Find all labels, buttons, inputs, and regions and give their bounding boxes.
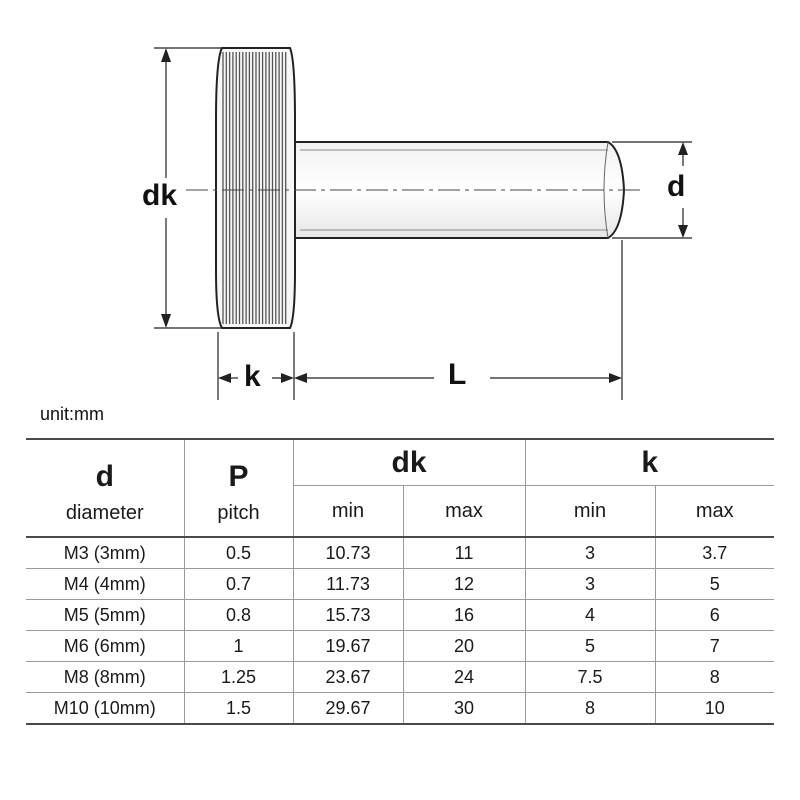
cell-pitch: 0.7 (184, 569, 293, 600)
cell-k-max: 6 (655, 600, 774, 631)
table-row (26, 569, 774, 600)
cell-dk-max: 20 (403, 631, 525, 662)
cell-k-max: 8 (655, 662, 774, 693)
cell-dk-max: 30 (403, 693, 525, 725)
cell-dk-min: 19.67 (293, 631, 403, 662)
cell-pitch: 0.5 (184, 537, 293, 569)
cell-dk-min: 10.73 (293, 537, 403, 569)
table-row (26, 662, 774, 693)
table-row (26, 693, 774, 725)
cell-dk-max: 16 (403, 600, 525, 631)
cell-k-max: 5 (655, 569, 774, 600)
cell-k-max: 10 (655, 693, 774, 725)
cell-dk-min: 29.67 (293, 693, 403, 725)
L-label: L (448, 358, 467, 391)
cell-d: M5 (5mm) (26, 600, 184, 631)
cell-k-min: 3 (525, 537, 655, 569)
header-dk-min: min (293, 486, 403, 538)
cell-dk-min: 23.67 (293, 662, 403, 693)
cell-d: M3 (3mm) (26, 537, 184, 569)
cell-d: M8 (8mm) (26, 662, 184, 693)
table-row (26, 631, 774, 662)
cell-dk-min: 11.73 (293, 569, 403, 600)
cell-k-min: 8 (525, 693, 655, 725)
d-label: d (667, 170, 686, 203)
cell-k-max: 3.7 (655, 537, 774, 569)
header-k-max: max (655, 486, 774, 538)
header-k-min: min (525, 486, 655, 538)
cell-k-min: 5 (525, 631, 655, 662)
cell-k-min: 7.5 (525, 662, 655, 693)
spec-table (26, 438, 774, 725)
cell-d: M6 (6mm) (26, 631, 184, 662)
cell-d: M4 (4mm) (26, 569, 184, 600)
cell-dk-max: 24 (403, 662, 525, 693)
header-d-desc: diameter (65, 501, 144, 524)
cell-dk-max: 11 (403, 537, 525, 569)
cell-pitch: 0.8 (184, 600, 293, 631)
header-p-symbol: P (228, 459, 249, 493)
cell-pitch: 1.5 (184, 693, 293, 725)
cell-pitch: 1 (184, 631, 293, 662)
cell-dk-max: 12 (403, 569, 525, 600)
table-row (26, 537, 774, 569)
header-pitch (184, 439, 293, 537)
unit-label: unit:mm (40, 404, 105, 424)
header-k: k (525, 439, 774, 486)
k-label: k (244, 360, 261, 393)
header-d-symbol: d (95, 459, 114, 493)
table-row (26, 600, 774, 631)
cell-dk-min: 15.73 (293, 600, 403, 631)
cell-pitch: 1.25 (184, 662, 293, 693)
dk-label: dk (142, 179, 178, 212)
cell-k-min: 4 (525, 600, 655, 631)
header-dk: dk (293, 439, 525, 486)
cell-k-max: 7 (655, 631, 774, 662)
header-dk-max: max (403, 486, 525, 538)
header-diameter (26, 439, 184, 537)
cell-d: M10 (10mm) (26, 693, 184, 725)
cell-k-min: 3 (525, 569, 655, 600)
header-p-desc: pitch (217, 501, 260, 524)
